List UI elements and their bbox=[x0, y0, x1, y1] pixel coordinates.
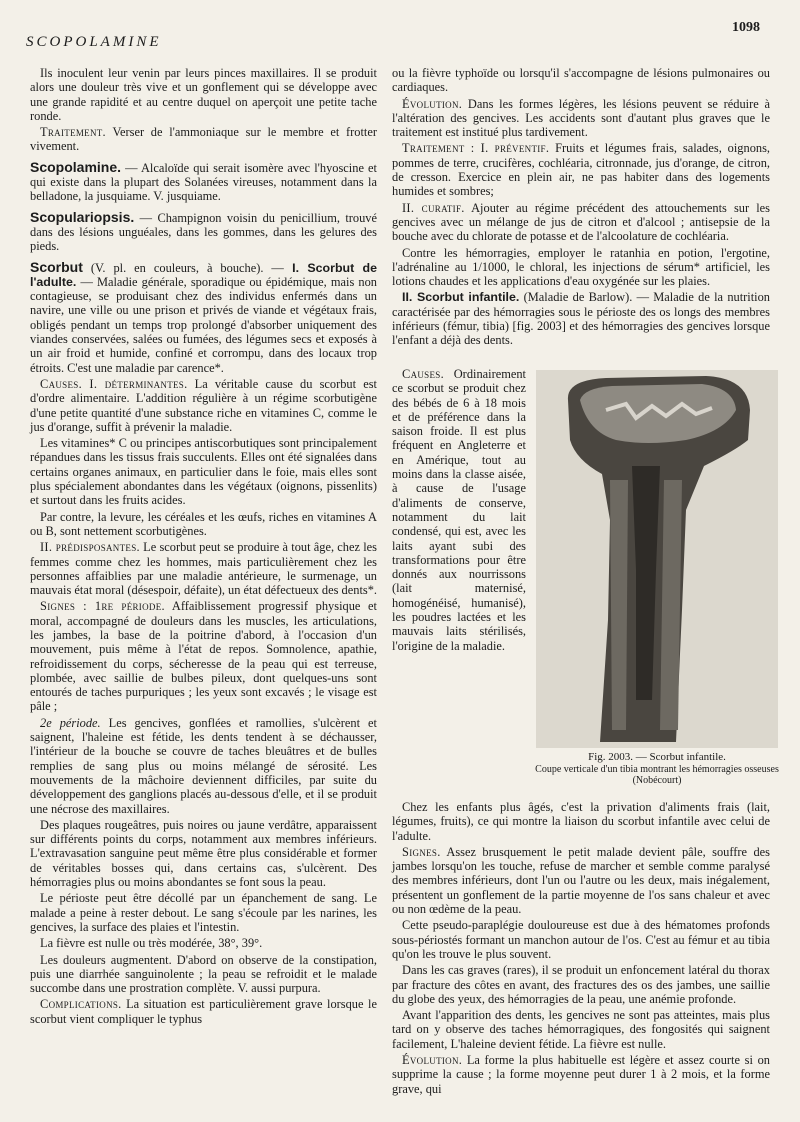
paragraph: Avant l'apparition des dents, les gencives ne sont pas atteintes, mais plus tard on y observe des taches hémorragiques, des fongosités qui saignent facilement, L'haleine devient fétide. La fièvre est nulle. bbox=[392, 1008, 770, 1051]
right-column-top bbox=[392, 66, 770, 350]
headword: Scopolamine. bbox=[30, 158, 122, 175]
right-column-bottom bbox=[392, 800, 770, 1098]
paragraph: Évolution. Dans les formes légères, les lésions peuvent se réduire à l'altération des gencives. Les accidents sont d'autant plus graves que le traitement est institué plus tardivement. bbox=[392, 96, 770, 140]
paragraph: 2e période. Les gencives, gonflées et ramollies, s'ulcèrent et saignent, l'haleine est fétide, les dents tendent à se déchausser, l'intérieur de la bouche se couvre de taches bleuâtres et de bulles remplies de sang plus ou moins mélangé de sérosité. Les mouvements de la mâchoire deviennent difficiles, par suite du développement des ganglions placés au-dessous d'elle, et il se produit une nécrose des maxillaires. bbox=[30, 715, 377, 816]
paragraph: Ils inoculent leur venin par leurs pinces maxillaires. Il se produit alors une douleur très vive et un gonflement qui se développe avec une grande rapidité et au centre duquel on aperçoit une petite tache ronde. bbox=[30, 66, 377, 123]
entry-scorbut: Scorbut (V. pl. en couleurs, à bouche). — I. Scorbut de l'adulte. — Maladie générale, sporadique ou épidémique, mais non contagieuse, se produisant chez des individus enfermés dans un navire, une ville ou une prison et privés de viande et végétaux frais, obligés pendant un temps trop prolongé d'absorber uniquement des viandes conservées, salées ou fumées, des légumes secs et exposés à un air froid et humide, confiné et corrompu, dans des locaux trop étroits. C'est une maladie par carence*. bbox=[30, 258, 378, 375]
paragraph: Le périoste peut être décollé par un épanchement de sang. Le malade a peine à rester debout. Le sang s'écoule par les narines, les gencives, la surface des plaies et l'intestin. bbox=[30, 891, 377, 934]
headword: Scopulariopsis. bbox=[30, 208, 135, 225]
right-column-narrow bbox=[392, 367, 526, 655]
paragraph: II. Scorbut infantile. (Maladie de Barlow). — Maladie de la nutrition caractérisée par des hémorragies sous le périoste des os longs des membres inférieurs (fémur, tibia) [fig. 2003] et des hémorragies des gencives lorsque l'enfant a déjà des dents. bbox=[392, 290, 771, 348]
section-label: Signes. bbox=[402, 844, 441, 859]
section-label: Complications. bbox=[40, 997, 122, 1012]
section-label: Évolution. bbox=[402, 1053, 463, 1068]
section-label: Traitement : I. préventif. bbox=[402, 141, 550, 156]
figure-caption bbox=[532, 752, 782, 787]
subheading: I. Scorbut de l'adulte. bbox=[30, 260, 378, 289]
section-label: Causes. bbox=[402, 367, 444, 381]
paragraph: Cette pseudo-paraplégie douloureuse est due à des hématomes profonds sous-périostés formant un manchon autour de l'os. C'est au fémur et au tibia qu'on les trouve le plus souvent. bbox=[392, 918, 770, 961]
section-label: Causes. I. déterminantes. bbox=[40, 376, 188, 391]
entry-scopulariopsis: Scopulariopsis. — Champignon voisin du penicillium, trouvé dans des lésions unguéales, dans les gommes, dans les gelures des pieds. bbox=[30, 208, 377, 254]
tibia-illustration bbox=[536, 370, 778, 748]
paragraph: Signes. Assez brusquement le petit malade devient pâle, souffre des jambes lorsqu'on les touche, refuse de marcher et semble comme paralysé des membres inférieurs, dont l'un ou l'autre ou les deux, mais inégalement, présentent un gonflement de la partie moyenne de l'os sans chaleur et avec ou non œdème de la peau. bbox=[392, 844, 770, 917]
paragraph: Évolution. La forme la plus habituelle est légère et assez courte si on supprime la cause ; la forme moyenne peut durer 1 à 2 mois, et la forme grave, qui bbox=[392, 1053, 770, 1096]
paragraph: Traitement. Verser de l'ammoniaque sur le membre et frotter vivement. bbox=[30, 125, 377, 154]
paragraph: Chez les enfants plus âgés, c'est la privation d'aliments frais (lait, légumes, fruits), ce qui montre la liaison du scorbut infantile avec celui de l'adulte. bbox=[392, 800, 770, 843]
cortex-left bbox=[610, 480, 628, 730]
section-label: Signes : 1re période. bbox=[40, 599, 165, 614]
paragraph: Dans les cas graves (rares), il se produit un enfoncement latéral du thorax par fracture des côtes en avant, des fractures des os des jambes, une saillie du globe des yeux, des hémorragies de la peau, une anémie profonde. bbox=[392, 963, 770, 1006]
paragraph: Des plaques rougeâtres, puis noires ou jaune verdâtre, apparaissent sur différents points du corps, notamment aux membres inférieurs. L'extravasation sanguine peut même être plus considérable et former de véritables bosses qui, dans certains cas, s'ulcèrent. Des hémorragies plus ou moins abondantes se font sous la peau. bbox=[30, 817, 377, 890]
headword: Scorbut bbox=[30, 258, 83, 275]
section-label: Évolution. bbox=[402, 96, 463, 111]
paragraph: Causes. I. déterminantes. La véritable cause du scorbut est d'ordre alimentaire. L'addition régulière à un régime scorbutigène d'une petite quantité d'une substance riche en vitamines C, comme le jus d'orange, suffit à prévenir la maladie. bbox=[30, 376, 377, 434]
left-column bbox=[30, 66, 377, 1028]
paragraph: Causes. Ordinairement ce scorbut se produit chez des bébés de 6 à 18 mois et de préférence dans la saison froide. Il est plus fréquent en Angleterre et en Amérique, tout au moins dans la classe aisée, à cause de l'usage d'aliments de conserve, notamment du lait condensé, qui est, avec les laits ayant subi des transformations pour être donnés aux nourrissons (lait maternisé, homogénéisé, humanisé), les poudres lactées et les mauvais laits stérilisés, l'origine de la maladie. bbox=[392, 367, 526, 653]
page-number: 1098 bbox=[732, 20, 760, 35]
paragraph: La fièvre est nulle ou très modérée, 38°, 39°. bbox=[40, 936, 263, 951]
section-label: Traitement. bbox=[40, 125, 106, 140]
running-title: SCOPOLAMINE bbox=[26, 34, 162, 50]
paragraph: Traitement : I. préventif. Fruits et légumes frais, salades, oignons, pommes de terre, crucifères, cochléaria, citronnade, jus d'orange, de citron, de cresson. Exercice en plein air, ne pas habiter dans des logements humides et sombres; bbox=[392, 141, 771, 199]
subheading: II. Scorbut infantile. bbox=[402, 290, 520, 305]
paragraph: II. prédisposantes. Le scorbut peut se produire à tout âge, chez les femmes comme chez les hommes, mais particulièrement chez les personnes affaiblies par une maladie antérieure, le surmenage, un mauvais état moral (désespoir, défaite), un état défectueux des dents*. bbox=[30, 540, 377, 598]
paragraph: Par contre, la levure, les céréales et les œufs, riches en vitamines A ou B, sont nettement scorbutigènes. bbox=[30, 509, 377, 538]
paragraph: ou la fièvre typhoïde ou lorsqu'il s'accompagne de lésions pulmonaires ou cardiaques. bbox=[392, 66, 770, 95]
figure-title: Fig. 2003. — Scorbut infantile. bbox=[588, 751, 726, 763]
section-label: II. curatif. bbox=[402, 200, 465, 215]
paragraph: Complications. La situation est particulièrement grave lorsque le scorbut vient compliquer le typhus bbox=[30, 997, 377, 1026]
paragraph: Les vitamines* C ou principes antiscorbutiques sont principalement répandues dans les tissus frais succulents. Elles ont été signalées dans certains organes animaux, en particulier dans le foie, mais elles sont plus spécialement abondantes dans les végétaux (oignons, pissenlits) et surtout dans les fruits acides. bbox=[30, 436, 377, 508]
section-label: II. prédisposantes. bbox=[40, 540, 140, 555]
paragraph: II. curatif. Ajouter au régime précédent des attouchements sur les gencives avec un mélange de jus de citron et d'alcool ; antisepsie de la bouche avec du chlorate de potasse et de l'alcoolature de cochléaria. bbox=[392, 200, 770, 244]
figure-caption-text: Coupe verticale d'un tibia montrant les hémorragies osseuses (Nobécourt) bbox=[535, 763, 779, 786]
section-label: 2e période. bbox=[40, 715, 101, 730]
paragraph: Les douleurs augmentent. D'abord on observe de la constipation, puis une diarrhée sanguinolente ; la peau se refroidit et le malade succombe dans une prostration complète. V. aussi purpura. bbox=[30, 952, 377, 996]
figure-tibia-section bbox=[536, 370, 778, 748]
paragraph: Contre les hémorragies, employer le ratanhia en potion, l'ergotine, l'adrénaline au 1/1000, le chloral, les injections de sérum* artificiel, les lotions chaudes et les applications d'eau oxygénée sur les plaies. bbox=[392, 245, 770, 289]
entry-scopolamine: Scopolamine. — Alcaloïde qui serait isomère avec l'hyoscine et qui existe dans la plupart des Solanées vireuses, notamment dans la belladone, la jusquiame. V. jusquiame. bbox=[30, 158, 377, 204]
paragraph: Signes : 1re période. Affaiblissement progressif physique et moral, accompagné de douleurs dans les muscles, les articulations, les jambes, la base de la poitrine d'abord, à l'occasion d'un mouvement, puis même à l'état de repos. Somnolence, apathie, refroidissement du corps, sécheresse de la peau qui est terreuse, plombée, avec saillie de bulbes pileux, dont quelques-uns sont entourés de taches purpuriques ; les yeux sont excavés ; le visage est pâle ; bbox=[30, 599, 378, 714]
